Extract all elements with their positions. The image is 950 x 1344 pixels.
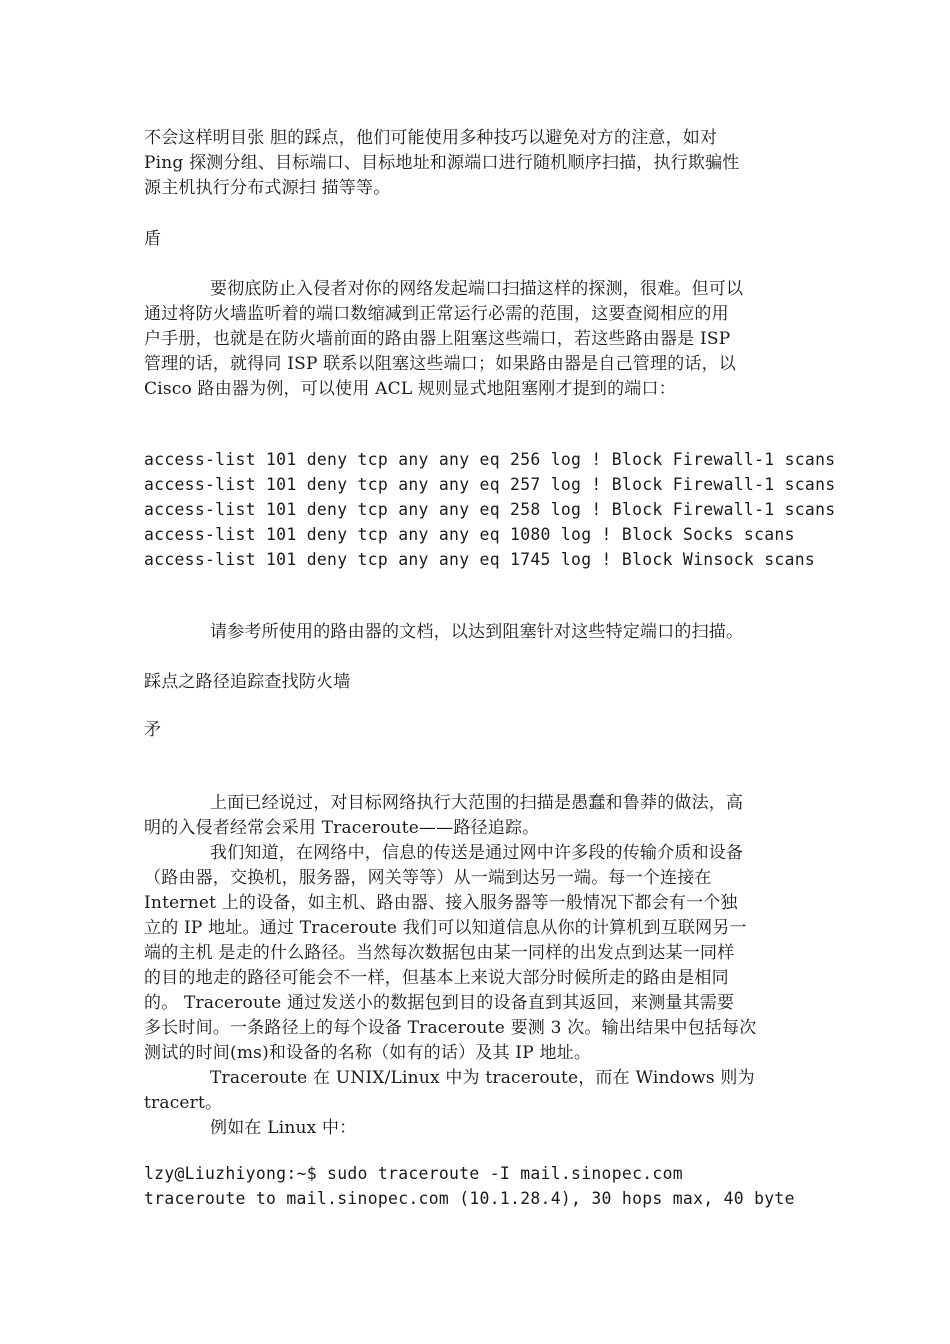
paragraph-line: 测试的时间(ms)和设备的名称（如有的话）及其 IP 地址。 <box>144 1043 592 1063</box>
paragraph-line: 立的 IP 地址。通过 Traceroute 我们可以知道信息从你的计算机到互联网另一 <box>144 918 747 938</box>
heading-shield: 盾 <box>144 229 162 249</box>
code-line: access-list 101 deny tcp any any eq 1745 log ! Block Winsock scans <box>144 550 816 569</box>
paragraph-line: 不会这样明目张 胆的踩点，他们可能使用多种技巧以避免对方的注意，如对 <box>144 128 718 148</box>
paragraph-line: 源主机执行分布式源扫 描等等。 <box>144 178 391 198</box>
paragraph-line: 管理的话，就得同 ISP 联系以阻塞这些端口；如果路由器是自己管理的话，以 <box>144 354 737 374</box>
paragraph-line: （路由器，交换机，服务器，网关等等）从一端到达另一端。每一个连接在 <box>144 868 712 888</box>
paragraph-line: 通过将防火墙监听着的端口数缩减到正常运行必需的范围，这要查阅相应的用 <box>144 304 729 324</box>
paragraph-line: 户手册，也就是在防火墙前面的路由器上阻塞这些端口，若这些路由器是 ISP <box>144 329 731 349</box>
code-line: access-list 101 deny tcp any any eq 1080 log ! Block Socks scans <box>144 525 795 544</box>
section-title: 踩点之路径追踪查找防火墙 <box>144 672 351 692</box>
terminal-line: lzy@Liuzhiyong:~$ sudo traceroute -I mail.sinopec.com <box>144 1164 683 1183</box>
paragraph-line: tracert。 <box>144 1093 223 1113</box>
code-line: access-list 101 deny tcp any any eq 256 log ! Block Firewall-1 scans <box>144 450 836 469</box>
paragraph-line: 多长时间。一条路径上的每个设备 Traceroute 要测 3 次。输出结果中包括每次 <box>144 1018 757 1038</box>
paragraph-line: 请参考所使用的路由器的文档，以达到阻塞针对这些特定端口的扫描。 <box>210 622 744 642</box>
paragraph-line: 明的入侵者经常会采用 Traceroute——路径追踪。 <box>144 818 540 838</box>
code-line: access-list 101 deny tcp any any eq 257 log ! Block Firewall-1 scans <box>144 475 836 494</box>
heading-spear: 矛 <box>144 720 162 740</box>
paragraph-line: 我们知道，在网络中，信息的传送是通过网中许多段的传输介质和设备 <box>210 843 744 863</box>
code-line: access-list 101 deny tcp any any eq 258 log ! Block Firewall-1 scans <box>144 500 836 519</box>
paragraph-line: 上面已经说过，对目标网络执行大范围的扫描是愚蠢和鲁莽的做法，高 <box>210 793 744 813</box>
terminal-line: traceroute to mail.sinopec.com (10.1.28.4), 30 hops max, 40 byte <box>144 1189 795 1208</box>
paragraph-line: 的。 Traceroute 通过发送小的数据包到目的设备直到其返回，来测量其需要 <box>144 993 735 1013</box>
paragraph-line: Traceroute 在 UNIX/Linux 中为 traceroute，而在 Windows 则为 <box>210 1068 755 1088</box>
example-label: 例如在 Linux 中： <box>210 1118 357 1138</box>
paragraph-line: Cisco 路由器为例，可以使用 ACL 规则显式地阻塞刚才提到的端口： <box>144 379 676 399</box>
paragraph-line: Ping 探测分组、目标端口、目标地址和源端口进行随机顺序扫描，执行欺骗性 <box>144 153 740 173</box>
paragraph-line: 的目的地走的路径可能会不一样，但基本上来说大部分时候所走的路由是相同 <box>144 968 729 988</box>
paragraph-line: 要彻底防止入侵者对你的网络发起端口扫描这样的探测，很难。但可以 <box>210 279 744 299</box>
paragraph-line: Internet 上的设备，如主机、路由器、接入服务器等一般情况下都会有一个独 <box>144 893 738 913</box>
paragraph-line: 端的主机 是走的什么路径。当然每次数据包由某一同样的出发点到达某一同样 <box>144 943 735 963</box>
